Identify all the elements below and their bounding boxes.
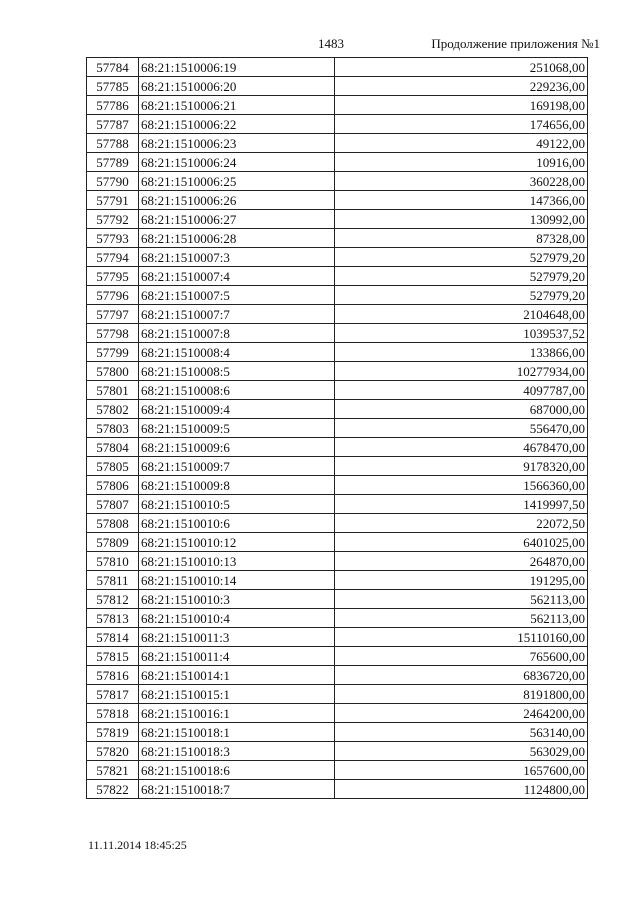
row-number-cell: 57801: [87, 381, 139, 400]
cadastral-value-cell: 87328,00: [335, 229, 588, 248]
table-row: [87, 305, 588, 324]
table-row: [87, 153, 588, 172]
row-number-cell: 57789: [87, 153, 139, 172]
row-number-cell: 57817: [87, 685, 139, 704]
cadastral-value-cell: 527979,20: [335, 267, 588, 286]
table-row: [87, 685, 588, 704]
cadastral-value-cell: 251068,00: [335, 58, 588, 77]
cadastral-number-cell: 68:21:1510010:6: [139, 514, 335, 533]
cadastral-number-cell: 68:21:1510010:4: [139, 609, 335, 628]
cadastral-number-cell: 68:21:1510007:4: [139, 267, 335, 286]
cadastral-number-cell: 68:21:1510007:3: [139, 248, 335, 267]
table-row: [87, 666, 588, 685]
cadastral-number-cell: 68:21:1510010:13: [139, 552, 335, 571]
row-number-cell: 57800: [87, 362, 139, 381]
row-number-cell: 57786: [87, 96, 139, 115]
cadastral-value-cell: 22072,50: [335, 514, 588, 533]
row-number-cell: 57802: [87, 400, 139, 419]
row-number-cell: 57784: [87, 58, 139, 77]
table-row: [87, 115, 588, 134]
cadastral-number-cell: 68:21:1510009:6: [139, 438, 335, 457]
cadastral-number-cell: 68:21:1510006:20: [139, 77, 335, 96]
cadastral-value-cell: 1124800,00: [335, 780, 588, 799]
table-row: [87, 267, 588, 286]
cadastral-value-cell: 1039537,52: [335, 324, 588, 343]
cadastral-number-cell: 68:21:1510018:3: [139, 742, 335, 761]
table-row: [87, 780, 588, 799]
row-number-cell: 57785: [87, 77, 139, 96]
cadastral-number-cell: 68:21:1510010:12: [139, 533, 335, 552]
registry-table: [86, 57, 588, 799]
cadastral-number-cell: 68:21:1510010:3: [139, 590, 335, 609]
cadastral-value-cell: 147366,00: [335, 191, 588, 210]
row-number-cell: 57793: [87, 229, 139, 248]
table-row: [87, 723, 588, 742]
table-row: [87, 324, 588, 343]
cadastral-value-cell: 6401025,00: [335, 533, 588, 552]
table-row: [87, 172, 588, 191]
cadastral-number-cell: 68:21:1510008:6: [139, 381, 335, 400]
row-number-cell: 57818: [87, 704, 139, 723]
row-number-cell: 57811: [87, 571, 139, 590]
row-number-cell: 57804: [87, 438, 139, 457]
cadastral-number-cell: 68:21:1510011:3: [139, 628, 335, 647]
cadastral-value-cell: 49122,00: [335, 134, 588, 153]
row-number-cell: 57798: [87, 324, 139, 343]
table-row: [87, 552, 588, 571]
cadastral-value-cell: 687000,00: [335, 400, 588, 419]
table-row: [87, 761, 588, 780]
cadastral-number-cell: 68:21:1510008:4: [139, 343, 335, 362]
table-row: [87, 533, 588, 552]
row-number-cell: 57813: [87, 609, 139, 628]
row-number-cell: 57797: [87, 305, 139, 324]
row-number-cell: 57791: [87, 191, 139, 210]
cadastral-number-cell: 68:21:1510006:21: [139, 96, 335, 115]
table-row: [87, 514, 588, 533]
registry-table-body: [87, 58, 588, 799]
cadastral-value-cell: 2464200,00: [335, 704, 588, 723]
cadastral-number-cell: 68:21:1510006:26: [139, 191, 335, 210]
cadastral-number-cell: 68:21:1510009:7: [139, 457, 335, 476]
cadastral-number-cell: 68:21:1510007:5: [139, 286, 335, 305]
cadastral-number-cell: 68:21:1510006:23: [139, 134, 335, 153]
table-row: [87, 590, 588, 609]
cadastral-number-cell: 68:21:1510006:22: [139, 115, 335, 134]
table-row: [87, 400, 588, 419]
table-row: [87, 647, 588, 666]
table-row: [87, 438, 588, 457]
table-row: [87, 58, 588, 77]
cadastral-value-cell: 556470,00: [335, 419, 588, 438]
row-number-cell: 57822: [87, 780, 139, 799]
table-row: [87, 628, 588, 647]
table-row: [87, 343, 588, 362]
row-number-cell: 57812: [87, 590, 139, 609]
cadastral-number-cell: 68:21:1510009:5: [139, 419, 335, 438]
cadastral-number-cell: 68:21:1510007:8: [139, 324, 335, 343]
cadastral-value-cell: 4678470,00: [335, 438, 588, 457]
row-number-cell: 57814: [87, 628, 139, 647]
table-row: [87, 134, 588, 153]
row-number-cell: 57819: [87, 723, 139, 742]
cadastral-number-cell: 68:21:1510006:24: [139, 153, 335, 172]
table-row: [87, 704, 588, 723]
row-number-cell: 57803: [87, 419, 139, 438]
cadastral-number-cell: 68:21:1510018:7: [139, 780, 335, 799]
row-number-cell: 57799: [87, 343, 139, 362]
cadastral-value-cell: 10277934,00: [335, 362, 588, 381]
table-row: [87, 210, 588, 229]
cadastral-value-cell: 1657600,00: [335, 761, 588, 780]
cadastral-number-cell: 68:21:1510015:1: [139, 685, 335, 704]
table-row: [87, 742, 588, 761]
table-row: [87, 229, 588, 248]
row-number-cell: 57790: [87, 172, 139, 191]
cadastral-value-cell: 1566360,00: [335, 476, 588, 495]
row-number-cell: 57810: [87, 552, 139, 571]
cadastral-value-cell: 527979,20: [335, 286, 588, 305]
row-number-cell: 57794: [87, 248, 139, 267]
row-number-cell: 57792: [87, 210, 139, 229]
cadastral-value-cell: 130992,00: [335, 210, 588, 229]
cadastral-number-cell: 68:21:1510014:1: [139, 666, 335, 685]
cadastral-value-cell: 169198,00: [335, 96, 588, 115]
print-timestamp: 11.11.2014 18:45:25: [88, 838, 187, 852]
row-number-cell: 57816: [87, 666, 139, 685]
cadastral-number-cell: 68:21:1510007:7: [139, 305, 335, 324]
cadastral-number-cell: 68:21:1510006:19: [139, 58, 335, 77]
row-number-cell: 57809: [87, 533, 139, 552]
row-number-cell: 57795: [87, 267, 139, 286]
row-number-cell: 57787: [87, 115, 139, 134]
cadastral-value-cell: 562113,00: [335, 609, 588, 628]
table-row: [87, 286, 588, 305]
table-row: [87, 191, 588, 210]
page-number: 1483: [318, 36, 344, 51]
row-number-cell: 57808: [87, 514, 139, 533]
table-row: [87, 248, 588, 267]
cadastral-number-cell: 68:21:1510008:5: [139, 362, 335, 381]
cadastral-value-cell: 8191800,00: [335, 685, 588, 704]
cadastral-value-cell: 10916,00: [335, 153, 588, 172]
table-row: [87, 96, 588, 115]
cadastral-value-cell: 264870,00: [335, 552, 588, 571]
row-number-cell: 57796: [87, 286, 139, 305]
row-number-cell: 57805: [87, 457, 139, 476]
cadastral-value-cell: 133866,00: [335, 343, 588, 362]
cadastral-value-cell: 191295,00: [335, 571, 588, 590]
cadastral-number-cell: 68:21:1510010:14: [139, 571, 335, 590]
cadastral-number-cell: 68:21:1510006:27: [139, 210, 335, 229]
cadastral-value-cell: 174656,00: [335, 115, 588, 134]
cadastral-number-cell: 68:21:1510009:8: [139, 476, 335, 495]
cadastral-value-cell: 562113,00: [335, 590, 588, 609]
cadastral-number-cell: 68:21:1510018:6: [139, 761, 335, 780]
table-row: [87, 609, 588, 628]
table-row: [87, 495, 588, 514]
row-number-cell: 57807: [87, 495, 139, 514]
row-number-cell: 57820: [87, 742, 139, 761]
table-row: [87, 457, 588, 476]
row-number-cell: 57821: [87, 761, 139, 780]
row-number-cell: 57788: [87, 134, 139, 153]
cadastral-number-cell: 68:21:1510016:1: [139, 704, 335, 723]
cadastral-number-cell: 68:21:1510006:25: [139, 172, 335, 191]
appendix-continuation-note: Продолжение приложения №1: [431, 36, 600, 51]
cadastral-value-cell: 765600,00: [335, 647, 588, 666]
cadastral-value-cell: 563140,00: [335, 723, 588, 742]
cadastral-number-cell: 68:21:1510009:4: [139, 400, 335, 419]
row-number-cell: 57815: [87, 647, 139, 666]
cadastral-value-cell: 2104648,00: [335, 305, 588, 324]
table-row: [87, 362, 588, 381]
cadastral-value-cell: 6836720,00: [335, 666, 588, 685]
table-row: [87, 571, 588, 590]
cadastral-number-cell: 68:21:1510018:1: [139, 723, 335, 742]
cadastral-value-cell: 229236,00: [335, 77, 588, 96]
cadastral-number-cell: 68:21:1510011:4: [139, 647, 335, 666]
cadastral-value-cell: 1419997,50: [335, 495, 588, 514]
table-row: [87, 381, 588, 400]
cadastral-value-cell: 527979,20: [335, 248, 588, 267]
cadastral-value-cell: 563029,00: [335, 742, 588, 761]
cadastral-number-cell: 68:21:1510010:5: [139, 495, 335, 514]
row-number-cell: 57806: [87, 476, 139, 495]
cadastral-value-cell: 4097787,00: [335, 381, 588, 400]
table-row: [87, 419, 588, 438]
table-row: [87, 476, 588, 495]
table-row: [87, 77, 588, 96]
cadastral-number-cell: 68:21:1510006:28: [139, 229, 335, 248]
cadastral-value-cell: 9178320,00: [335, 457, 588, 476]
cadastral-value-cell: 15110160,00: [335, 628, 588, 647]
cadastral-value-cell: 360228,00: [335, 172, 588, 191]
